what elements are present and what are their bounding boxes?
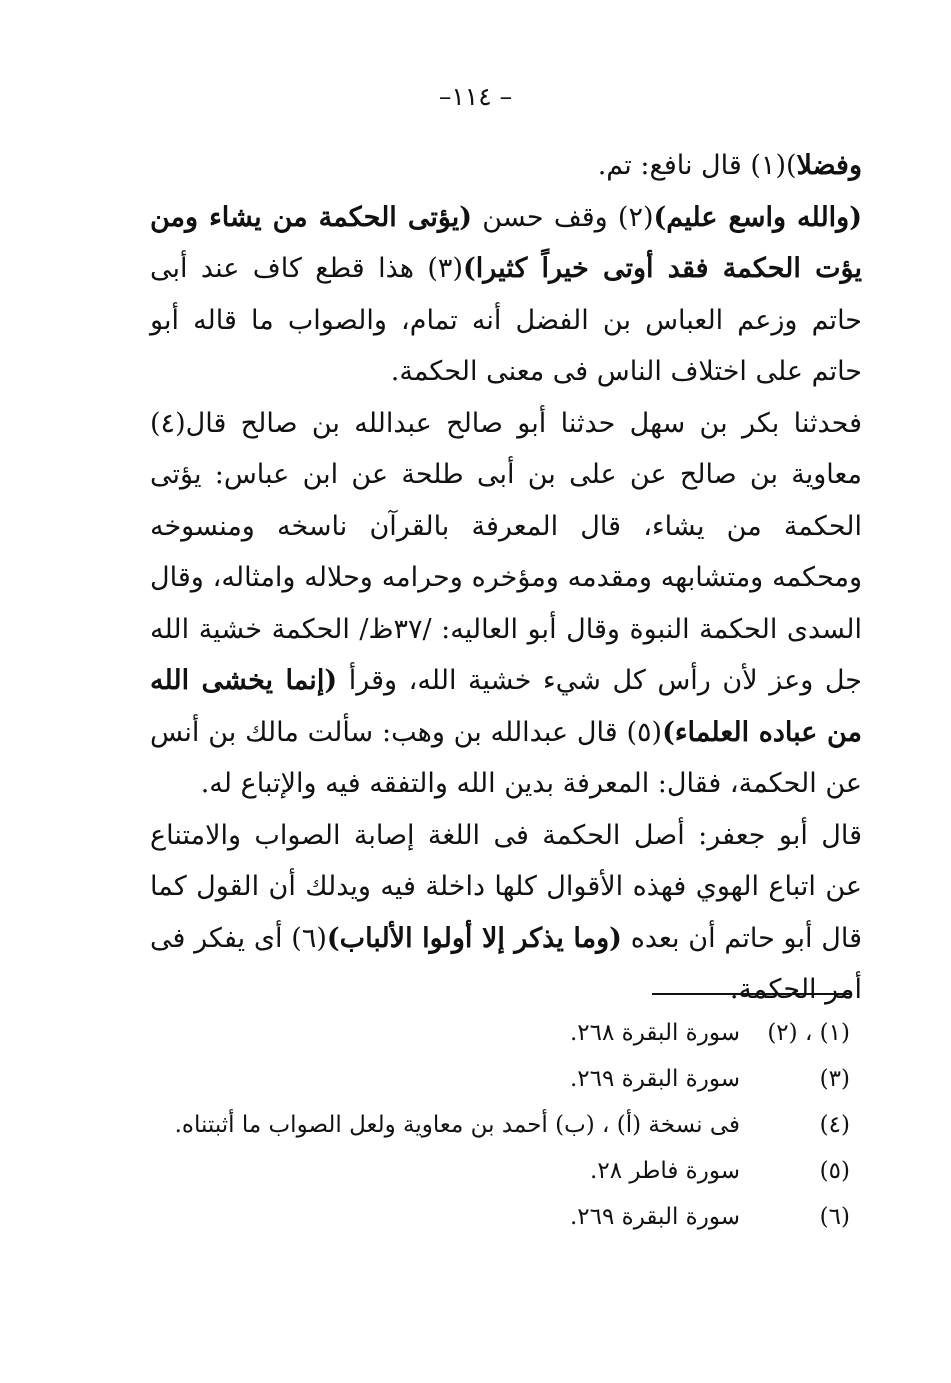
paragraph xyxy=(150,192,862,398)
footnote-text: سورة البقرة ٢٦٩. xyxy=(569,1204,740,1230)
quran-quote: وفضلا xyxy=(796,150,862,181)
footnote-text: سورة فاطر ٢٨. xyxy=(590,1158,740,1184)
text-run: فحدثنا بكر بن سهل حدثنا أبو صالح عبدالله بن صالح قال(٤) معاوية بن صالح عن على بن أبى طلحة عن ابن عباس: يؤتى الحكمة من يشاء، قال المعرفة بالقرآن ناسخه ومنسوخه ومحكمه ومتشابهه ومقدمه ومؤخره وحرامه وحلاله وامثاله، وقال السدى الحكمة النبوة وقال أبو العاليه: /٣٧ظ/ الحكمة خشية الله جل وعز لأن رأس كل شيء خشية الله، وقرأ xyxy=(150,407,862,696)
paragraph xyxy=(150,140,862,192)
quran-quote: (والله واسع عليم) xyxy=(653,201,862,233)
footnote-divider xyxy=(652,993,850,995)
footnote-mark: (٤) xyxy=(819,1112,850,1138)
footnote-mark: (٥) xyxy=(819,1158,850,1184)
footnote xyxy=(150,1012,850,1054)
footnote xyxy=(150,1104,850,1146)
footnote xyxy=(150,1196,850,1238)
paragraph xyxy=(150,398,862,810)
footnote-mark: (٣) xyxy=(819,1066,850,1092)
footnote-text: سورة البقرة ٢٦٩. xyxy=(569,1066,740,1092)
footnote-text: فى نسخة (أ) ، (ب) أحمد بن معاوية ولعل الصواب ما أثبتناه. xyxy=(174,1112,740,1138)
body-text xyxy=(150,140,862,1016)
text-run: قال أبو جعفر: أصل الحكمة فى اللغة إصابة الصواب والامتناع عن اتباع الهوي فهذه الأقوال كلها داخلة فيه ويدلك أن القول كما قال أبو حاتم أن بعده xyxy=(150,819,863,954)
footnote-mark: (١) ، (٢) xyxy=(767,1020,850,1046)
quran-quote: (إنما يخشى الله من عباده العلماء) xyxy=(150,665,862,748)
footnote-text: سورة البقرة ٢٦٨. xyxy=(569,1020,740,1046)
text-run: )(١) قال نافع: تم. xyxy=(597,150,797,181)
page-number: –١١٤ – xyxy=(438,82,513,111)
footnote-mark: (٦) xyxy=(819,1204,850,1230)
footnote xyxy=(150,1150,850,1192)
text-run: (٣) هذا قطع كاف عند أبى حاتم وزعم العباس بن الفضل أنه تمام، والصواب ما قاله أبو حاتم على اختلاف الناس فى معنى الحكمة. xyxy=(150,253,862,387)
paragraph xyxy=(150,810,862,1016)
quran-quote: (يؤتى الحكمة من يشاء ومن يؤت الحكمة فقد أوتى خيراً كثيرا) xyxy=(150,201,862,284)
text-run: (٢) وقف حسن xyxy=(472,201,654,233)
text-run: (٦) أى يفكر فى أمر الحكمة. xyxy=(150,922,862,1005)
quran-quote: (وما يذكر إلا أولوا الألباب) xyxy=(326,922,622,954)
footnotes xyxy=(150,1012,850,1242)
text-run: (٥) قال عبدالله بن وهب: سألت مالك بن أنس عن الحكمة، فقال: المعرفة بدين الله والتفقه فيه والإتباع له. xyxy=(150,716,862,799)
footnote xyxy=(150,1058,850,1100)
